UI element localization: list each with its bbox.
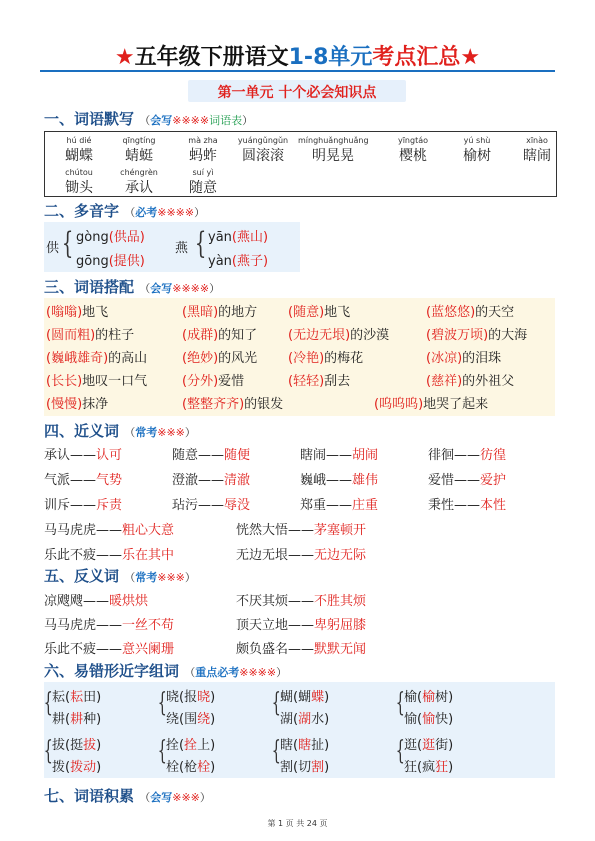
polyphone-char: 燕 (175, 241, 189, 256)
collocation-modifier: (长长) (46, 374, 83, 389)
confusable-highlight: 榆 (422, 690, 436, 705)
vocab-pinyin: chéngrèn (120, 168, 158, 177)
confusable-char: 瞎 (280, 738, 294, 753)
confusable-paren: 快) (435, 712, 454, 727)
brace-icon: { (271, 736, 281, 766)
vocab-word: 随意 (189, 180, 217, 196)
synonym-answer: 粗心大意 (122, 523, 175, 538)
dash: —— (96, 618, 123, 633)
brace-icon: { (194, 226, 207, 261)
dash: —— (83, 594, 110, 609)
collocation-modifier: (成群) (182, 328, 219, 343)
brace-icon: { (395, 736, 405, 766)
polyphone-reading: yān(燕山) (208, 230, 269, 245)
collocation-item (288, 301, 350, 320)
collocation-item (288, 347, 363, 366)
confusable-char: 榆 (404, 690, 418, 705)
collocation-modifier: (碧波万顷) (426, 328, 489, 343)
confusable-word (404, 734, 453, 753)
confusable-highlight: 耕 (70, 712, 84, 727)
vocab-pinyin: mínghuǎnghuǎng (298, 136, 369, 145)
dash: —— (70, 448, 97, 463)
confusable-paren: ) (448, 760, 454, 775)
page-footer: 第 1 页 共 24 页 (267, 819, 328, 828)
confusable-paren: 田) (83, 690, 102, 705)
confusable-word (280, 708, 329, 727)
vocab-word: 瞎闹 (523, 148, 551, 164)
confusable-paren: 扯) (311, 738, 330, 753)
synonym-pair (172, 469, 250, 488)
vocab-pinyin: yīngtáo (397, 136, 429, 145)
collocation-head: 抹净 (82, 397, 109, 412)
vocab-pinyin: yuángǔngǔn (237, 136, 289, 145)
vocab-pinyin: qīngtíng (122, 136, 156, 145)
antonym-answer: 意兴阑珊 (122, 642, 175, 657)
confusable-word (280, 686, 329, 705)
collocation-head: 的知了 (218, 328, 258, 343)
synonym-pair (44, 519, 174, 538)
collocation-item (46, 301, 108, 320)
confusable-word (166, 734, 215, 753)
collocation-modifier: (蓝悠悠) (426, 305, 476, 320)
synonym-word: 澄澈 (172, 473, 199, 488)
confusable-highlight: 狂 (435, 760, 449, 775)
collocation-head: 的泪珠 (462, 351, 502, 366)
dash: —— (96, 548, 123, 563)
synonym-word: 爱惜 (428, 473, 455, 488)
collocation-head: 刮去 (324, 374, 351, 389)
collocation-item (426, 324, 527, 343)
confusable-paren: 水) (311, 712, 330, 727)
brace-icon: { (61, 226, 74, 261)
collocation-item (182, 324, 257, 343)
collocation-item (182, 301, 257, 320)
collocation-head: 的银发 (244, 397, 284, 412)
section-note: （会写※※※※词语表） (139, 114, 254, 127)
dash: —— (454, 448, 481, 463)
confusable-paren: ( (293, 738, 299, 753)
unit-title: 第一单元 十个必会知识点 (217, 85, 377, 101)
antonym-pair (236, 638, 366, 657)
synonym-word: 巍峨 (300, 473, 327, 488)
collocation-head: 的天空 (475, 305, 515, 320)
synonym-word: 气派 (44, 473, 71, 488)
synonym-pair (428, 444, 506, 463)
polyphone-reading: gòng(供品) (76, 230, 145, 245)
synonym-word: 承认 (44, 448, 71, 463)
confusable-paren: ) (210, 690, 216, 705)
confusable-word (52, 708, 101, 727)
confusable-char: 拨 (52, 760, 66, 775)
confusable-word (404, 708, 453, 727)
confusable-highlight: 拴 (184, 738, 198, 753)
dash: —— (288, 523, 315, 538)
confusable-highlight: 瞎 (298, 738, 312, 753)
synonym-pair (236, 519, 366, 538)
confusable-paren: ) (210, 760, 216, 775)
collocation-modifier: (随意) (288, 305, 325, 320)
synonym-answer: 清澈 (224, 473, 251, 488)
collocation-head: 的外祖父 (462, 374, 515, 389)
collocation-modifier: (黑暗) (182, 305, 219, 320)
confusable-highlight: 蝶 (311, 690, 325, 705)
collocation-modifier: (无边无垠) (288, 328, 351, 343)
collocation-item (426, 370, 514, 389)
synonym-pair (428, 469, 506, 488)
confusable-highlight: 绕 (197, 712, 211, 727)
confusable-highlight: 割 (311, 760, 325, 775)
dash: —— (198, 498, 225, 513)
vocab-pinyin: suí yì (192, 168, 214, 177)
brace-icon: { (395, 688, 405, 718)
synonym-word: 徘徊 (428, 448, 455, 463)
synonym-word: 无边无垠 (236, 548, 289, 563)
dash: —— (288, 594, 315, 609)
synonym-answer: 彷徨 (480, 448, 507, 463)
dash: —— (288, 548, 315, 563)
antonym-answer: 一丝不苟 (122, 618, 175, 633)
confusable-highlight: 湖 (298, 712, 312, 727)
confusable-paren: ( (417, 690, 423, 705)
confusable-word (52, 686, 101, 705)
confusable-paren: (切 (293, 760, 312, 775)
vocab-pinyin: chútou (65, 168, 93, 177)
collocation-item (182, 393, 283, 412)
confusable-char: 割 (280, 760, 294, 775)
confusable-paren: ) (96, 760, 102, 775)
vocab-word: 榆树 (463, 148, 491, 164)
confusable-char: 拔 (52, 738, 66, 753)
collocation-item (46, 347, 147, 366)
section-heading-confusables: 六、易错形近字组词 （重点必考※※※※） (44, 662, 288, 680)
confusable-paren: ( (293, 712, 299, 727)
collocation-item (46, 393, 108, 412)
section-note: （会写※※※※） (139, 282, 221, 295)
section-note: （常考※※※） (124, 426, 196, 439)
confusable-paren: ) (324, 690, 330, 705)
confusable-char: 狂 (404, 760, 418, 775)
collocation-modifier: (呜呜呜) (374, 397, 424, 412)
vocab-word: 蝴蝶 (65, 148, 93, 164)
confusable-word (52, 734, 101, 753)
confusable-paren: (枪 (179, 760, 198, 775)
confusable-word (280, 756, 329, 775)
vocab-word: 锄头 (65, 180, 93, 196)
confusable-char: 晓 (166, 690, 180, 705)
confusable-char: 湖 (280, 712, 294, 727)
confusable-char: 耘 (52, 690, 66, 705)
antonym-pair (236, 614, 366, 633)
collocation-modifier: (绝妙) (182, 351, 219, 366)
confusable-char: 拴 (166, 738, 180, 753)
collocation-modifier: (冷艳) (288, 351, 325, 366)
synonym-word: 马马虎虎 (44, 523, 97, 538)
section-heading-synonyms: 四、近义词 （常考※※※） (44, 422, 196, 440)
section-note: （会写※※※） (139, 791, 211, 804)
collocation-modifier: (分外) (182, 374, 219, 389)
synonym-answer: 庄重 (352, 498, 379, 513)
dash: —— (70, 473, 97, 488)
synonym-answer: 无边无际 (314, 548, 367, 563)
antonym-pair (44, 638, 174, 657)
collocation-modifier: (巍峨雄奇) (46, 351, 109, 366)
dash: —— (326, 473, 353, 488)
confusable-paren: (报 (179, 690, 198, 705)
title-divider (40, 70, 555, 72)
collocation-item (426, 301, 514, 320)
collocation-item (182, 347, 257, 366)
section-note: （常考※※※） (124, 571, 196, 584)
confusable-char: 栓 (166, 760, 180, 775)
synonym-pair (236, 544, 366, 563)
dash: —— (198, 448, 225, 463)
confusable-word (404, 756, 453, 775)
collocation-head: 爱惜 (218, 374, 245, 389)
page-title: ★五年级下册语文1-8单元考点汇总★ (114, 45, 481, 70)
confusable-paren: 街) (435, 738, 454, 753)
confusable-highlight: 愉 (422, 712, 436, 727)
collocation-head: 地叹一口气 (82, 374, 148, 389)
dash: —— (454, 473, 481, 488)
confusable-char: 蝴 (280, 690, 294, 705)
brace-icon: { (271, 688, 281, 718)
section-note: （必考※※※※） (124, 206, 206, 219)
dash: —— (96, 523, 123, 538)
antonym-word: 不厌其烦 (236, 594, 289, 609)
confusable-paren: (挺 (65, 738, 84, 753)
collocation-item (182, 370, 244, 389)
confusable-word (166, 686, 215, 705)
synonym-word: 郑重 (300, 498, 327, 513)
confusable-char: 绕 (166, 712, 180, 727)
vocab-pinyin: xīnào (526, 136, 548, 145)
confusable-paren: 种) (83, 712, 102, 727)
polyphone-reading: gōng(提供) (76, 254, 145, 269)
synonym-pair (300, 469, 378, 488)
synonym-answer: 茅塞顿开 (314, 523, 367, 538)
synonym-word: 秉性 (428, 498, 455, 513)
collocation-head: 的高山 (108, 351, 148, 366)
collocation-head: 的沙漠 (350, 328, 390, 343)
vocab-word: 樱桃 (399, 148, 427, 164)
collocation-modifier: (整整齐齐) (182, 397, 245, 412)
collocation-modifier: (慈祥) (426, 374, 463, 389)
collocation-modifier: (圆而粗) (46, 328, 96, 343)
section-heading-accumulation: 七、词语积累 （会写※※※） (44, 787, 211, 805)
dash: —— (96, 642, 123, 657)
synonym-pair (172, 444, 250, 463)
confusable-paren: (围 (179, 712, 198, 727)
confusable-paren: ( (179, 738, 185, 753)
confusable-paren: ( (65, 690, 71, 705)
collocation-head: 的风光 (218, 351, 258, 366)
confusable-paren: ( (417, 738, 423, 753)
synonym-answer: 辱没 (224, 498, 251, 513)
dash: —— (454, 498, 481, 513)
confusable-word (52, 756, 101, 775)
synonym-pair (44, 494, 122, 513)
collocation-head: 的大海 (488, 328, 528, 343)
synonym-pair (44, 469, 122, 488)
vocab-pinyin: mà zha (188, 136, 218, 145)
collocation-modifier: (嗡嗡) (46, 305, 83, 320)
synonym-word: 随意 (172, 448, 199, 463)
collocation-modifier: (冰凉) (426, 351, 463, 366)
confusable-word (166, 756, 215, 775)
antonym-pair (44, 614, 174, 633)
collocation-head: 地飞 (324, 305, 351, 320)
dash: —— (326, 498, 353, 513)
star-icon: ★ (460, 45, 481, 70)
confusable-word (404, 686, 453, 705)
synonym-word: 玷污 (172, 498, 199, 513)
antonym-answer: 暖烘烘 (109, 594, 149, 609)
collocation-item (46, 324, 134, 343)
dash: —— (70, 498, 97, 513)
confusable-char: 逛 (404, 738, 418, 753)
brace-icon: { (43, 688, 53, 718)
confusable-paren: ( (65, 712, 71, 727)
confusable-paren: ( (417, 712, 423, 727)
antonym-answer: 默默无闻 (314, 642, 367, 657)
collocation-item (46, 370, 147, 389)
synonym-pair (300, 494, 378, 513)
synonym-answer: 气势 (96, 473, 123, 488)
synonym-word: 瞎闹 (300, 448, 327, 463)
confusable-paren: 树) (435, 690, 454, 705)
antonym-answer: 不胜其烦 (314, 594, 367, 609)
collocation-item (288, 324, 389, 343)
confusable-highlight: 拨动 (70, 760, 97, 775)
vocab-word: 承认 (125, 180, 153, 196)
synonym-answer: 雄伟 (352, 473, 379, 488)
synonym-word: 恍然大悟 (236, 523, 289, 538)
dash: —— (326, 448, 353, 463)
collocation-head: 地哭了起来 (423, 397, 489, 412)
confusable-paren: ) (96, 738, 102, 753)
synonym-answer: 随便 (224, 448, 251, 463)
confusable-paren: (疯 (417, 760, 436, 775)
confusable-char: 愉 (404, 712, 418, 727)
antonym-pair (236, 590, 366, 609)
antonym-word: 乐此不疲 (44, 642, 97, 657)
confusable-highlight: 栓 (197, 760, 211, 775)
vocab-pinyin: hú dié (66, 136, 92, 145)
antonym-word: 颇负盛名 (236, 642, 289, 657)
antonym-word: 顶天立地 (236, 618, 289, 633)
polyphone-char: 供 (46, 241, 60, 256)
confusable-paren: ) (210, 712, 216, 727)
section-heading-polyphones: 二、多音字 （必考※※※※） (44, 202, 206, 220)
confusable-highlight: 耘 (70, 690, 84, 705)
confusable-paren: 上) (197, 738, 216, 753)
synonym-pair (300, 444, 378, 463)
dash: —— (288, 642, 315, 657)
collocation-item (288, 370, 350, 389)
antonym-pair (44, 590, 148, 609)
synonym-pair (44, 544, 174, 563)
section-heading-vocab: 一、词语默写 （会写※※※※词语表） (44, 110, 254, 128)
vocab-word: 蜻蜓 (125, 148, 153, 164)
collocation-head: 的梅花 (324, 351, 364, 366)
synonym-answer: 乐在其中 (122, 548, 175, 563)
vocab-word: 圆滚滚 (242, 148, 284, 164)
confusable-word (280, 734, 329, 753)
vocab-pinyin: yú shù (463, 136, 491, 145)
collocation-item (374, 393, 488, 412)
antonym-answer: 卑躬屈膝 (314, 618, 367, 633)
synonym-answer: 爱护 (480, 473, 507, 488)
antonym-word: 凉飕飕 (44, 594, 84, 609)
collocation-head: 的地方 (218, 305, 258, 320)
synonym-answer: 斥责 (96, 498, 123, 513)
brace-icon: { (157, 688, 167, 718)
synonym-answer: 认可 (96, 448, 123, 463)
synonym-word: 训斥 (44, 498, 71, 513)
collocation-modifier: (慢慢) (46, 397, 83, 412)
confusable-paren: (蝴 (293, 690, 312, 705)
confusable-highlight: 晓 (197, 690, 211, 705)
vocab-word: 明晃晃 (312, 148, 354, 164)
brace-icon: { (43, 736, 53, 766)
collocation-modifier: (轻轻) (288, 374, 325, 389)
confusable-word (166, 708, 215, 727)
star-icon: ★ (114, 45, 135, 70)
section-heading-antonyms: 五、反义词 （常考※※※） (44, 567, 196, 585)
confusable-paren: ( (65, 760, 71, 775)
vocab-word: 蚂蚱 (189, 148, 217, 164)
synonym-answer: 本性 (480, 498, 507, 513)
synonym-pair (172, 494, 250, 513)
confusable-highlight: 拔 (83, 738, 97, 753)
synonym-pair (428, 494, 506, 513)
collocation-head: 地飞 (82, 305, 109, 320)
brace-icon: { (157, 736, 167, 766)
section-heading-collocations: 三、词语搭配 （会写※※※※） (44, 278, 221, 296)
collocation-head: 的柱子 (95, 328, 135, 343)
confusable-char: 耕 (52, 712, 66, 727)
confusable-highlight: 逛 (422, 738, 436, 753)
collocation-item (426, 347, 501, 366)
synonym-word: 乐此不疲 (44, 548, 97, 563)
dash: —— (288, 618, 315, 633)
synonym-pair (44, 444, 122, 463)
confusable-paren: ) (324, 760, 330, 775)
section-note: （重点必考※※※※） (184, 666, 288, 679)
dash: —— (198, 473, 225, 488)
polyphone-reading: yàn(燕子) (208, 254, 269, 269)
antonym-word: 马马虎虎 (44, 618, 97, 633)
synonym-answer: 胡闹 (352, 448, 379, 463)
